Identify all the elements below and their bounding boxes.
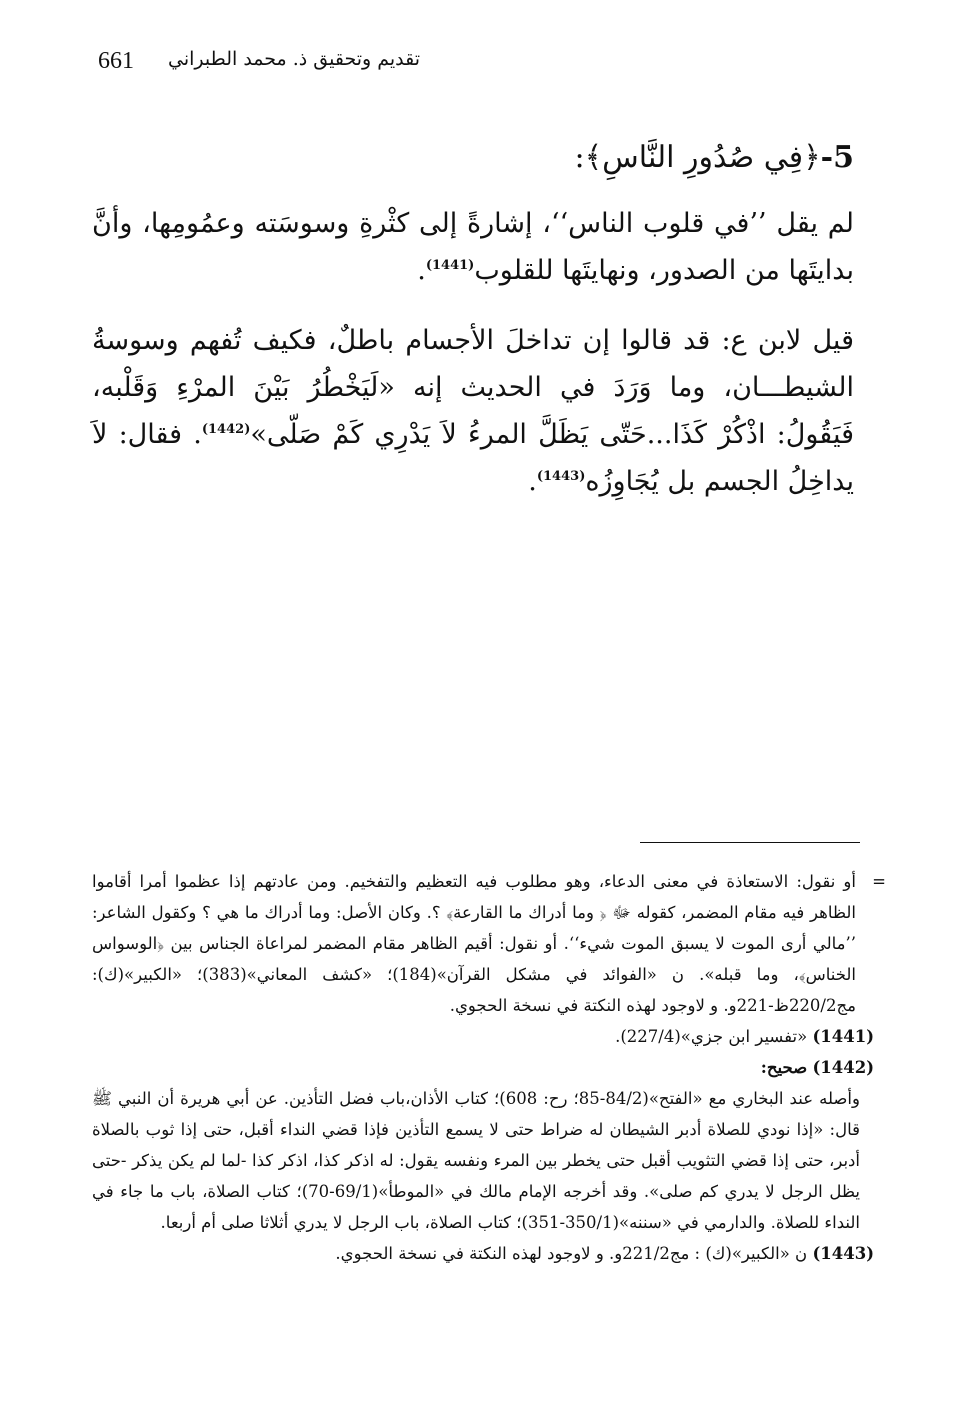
footnote-number-1443: (1443) [812, 1244, 874, 1264]
footnote-separator [640, 842, 860, 843]
running-title: تقديم وتحقيق ذ. محمد الطبراني [168, 48, 421, 70]
footnote-1443 [92, 1238, 874, 1269]
paragraph-2 [92, 317, 854, 506]
footnote-1441 [92, 1021, 874, 1052]
footnote-text-1443: ن «الكبير»(ك) : مج221/2و. و لاوجود لهذه النكتة في نسخة الحجوي. [335, 1244, 808, 1264]
paragraph-2-tail2: . [528, 466, 537, 498]
main-text [92, 135, 854, 528]
footnote-label-1442: صحيح: [760, 1058, 808, 1078]
section-number: 5- [820, 140, 854, 175]
footnotes [92, 866, 886, 1269]
paragraph-1-text: لم يقل ’’في قلوب الناس‘‘، إشارةً إلى كثْرةِ وسوسَته وعمُومِها، وأنَّ بدايتَها من الصدور، ونهايتَها للقلوب [92, 208, 854, 287]
page-header [98, 44, 858, 84]
footnote-body-1442: وأصله عند البخاري مع «الفتح»(84/2-85؛ رح: 608)؛ كتاب الأذان،باب فضل التأذين. عن أبي هريرة أن النبي ﷺ قال: «إذا نودي للصلاة أدبر الشيطان له ضراط حتى لا يسمع التأذين فإذا قضي النداء أقبل، حتى إذا ثوب بالصلاة أدبر، حتى إذا قضي التثويب أقبل حتى يخطر بين المرء ونفسه يقول: له اذكر كذا، اذكر كذا -لما لم يكن يذكر -حتى يظل الرجل لا يدري كم صلى». وقد أخرجه الإمام مالك في «الموطأ»(69/1-70)؛ كتاب الصلاة، باب ما جاء في النداء للصلاة. والدارمي في «سننه»(350/1-351)؛ كتاب الصلاة، باب الرجل لا يدري أثلاثا صلى أم أربعا. [92, 1089, 860, 1233]
paragraph-1 [92, 200, 854, 295]
paragraph-1-tail: . [417, 255, 426, 287]
footnote-number-1441: (1441) [812, 1027, 874, 1047]
footnote-continuation-text: أو نقول: الاستعاذة في معنى الدعاء، وهو مطلوب فيه التعظيم والتفخيم. ومن عادتهم إذا عظموا أمرا أقاموا الظاهر فيه مقام المضمر، كقوله ﷻ ﴿ وما أدراك ما القارعة﴾ ؟. وكان الأصل: وما أدراك ما هي ؟ وكقول الشاعر: ’’مالي أرى الموت لا يسبق الموت شيء‘‘. أو نقول: أقيم الظاهر مقام المضمر لمراعاة الجناس بين ﴿الوسواس الخناس﴾، وما قبله». ن «الفوائد في مشكل القرآن»(184)؛ «كشف المعاني»(383)؛ «الكبير»(ك): مج220/2ظ-221و. و لاوجود لهذه النكتة في نسخة الحجوي. [92, 872, 857, 1016]
footnote-continuation [92, 866, 886, 1021]
paragraph-2-tail: . فقال: لاَ يداخِلُ الجسم بل يُجَاوِزُه [92, 419, 854, 498]
section-heading [92, 135, 854, 180]
footnote-ref-1441: (1441) [425, 258, 475, 274]
footnote-1442 [92, 1052, 874, 1083]
page-number: 661 [98, 48, 134, 74]
footnote-text-1441: «تفسير ابن جزي»(227/4). [615, 1027, 808, 1047]
footnote-ref-1443: (1443) [536, 469, 586, 485]
continuation-marker: = [872, 872, 886, 891]
paragraph-2-text: قيل لابن ع: قد قالوا إن تداخلَ الأجسام باطلٌ، فكيف تُفهم وسوسةُ الشيطـــان، وما وَرَدَ في الحديث إنه «لَيَخْطُرُ بَيْنَ المرْءِ وَقَلْبه، فَيَقُولُ: اذْكُرْ كَذَا...حَتّى يَظَلَّ المرءُ لاَ يَدْرِي كَمْ صَلّى» [92, 324, 854, 450]
section-title: ﴿فِي صُدُورِ النَّاسِ﴾: [574, 140, 821, 175]
footnote-number-1442: (1442) [812, 1058, 874, 1078]
footnote-ref-1442: (1442) [201, 422, 251, 437]
